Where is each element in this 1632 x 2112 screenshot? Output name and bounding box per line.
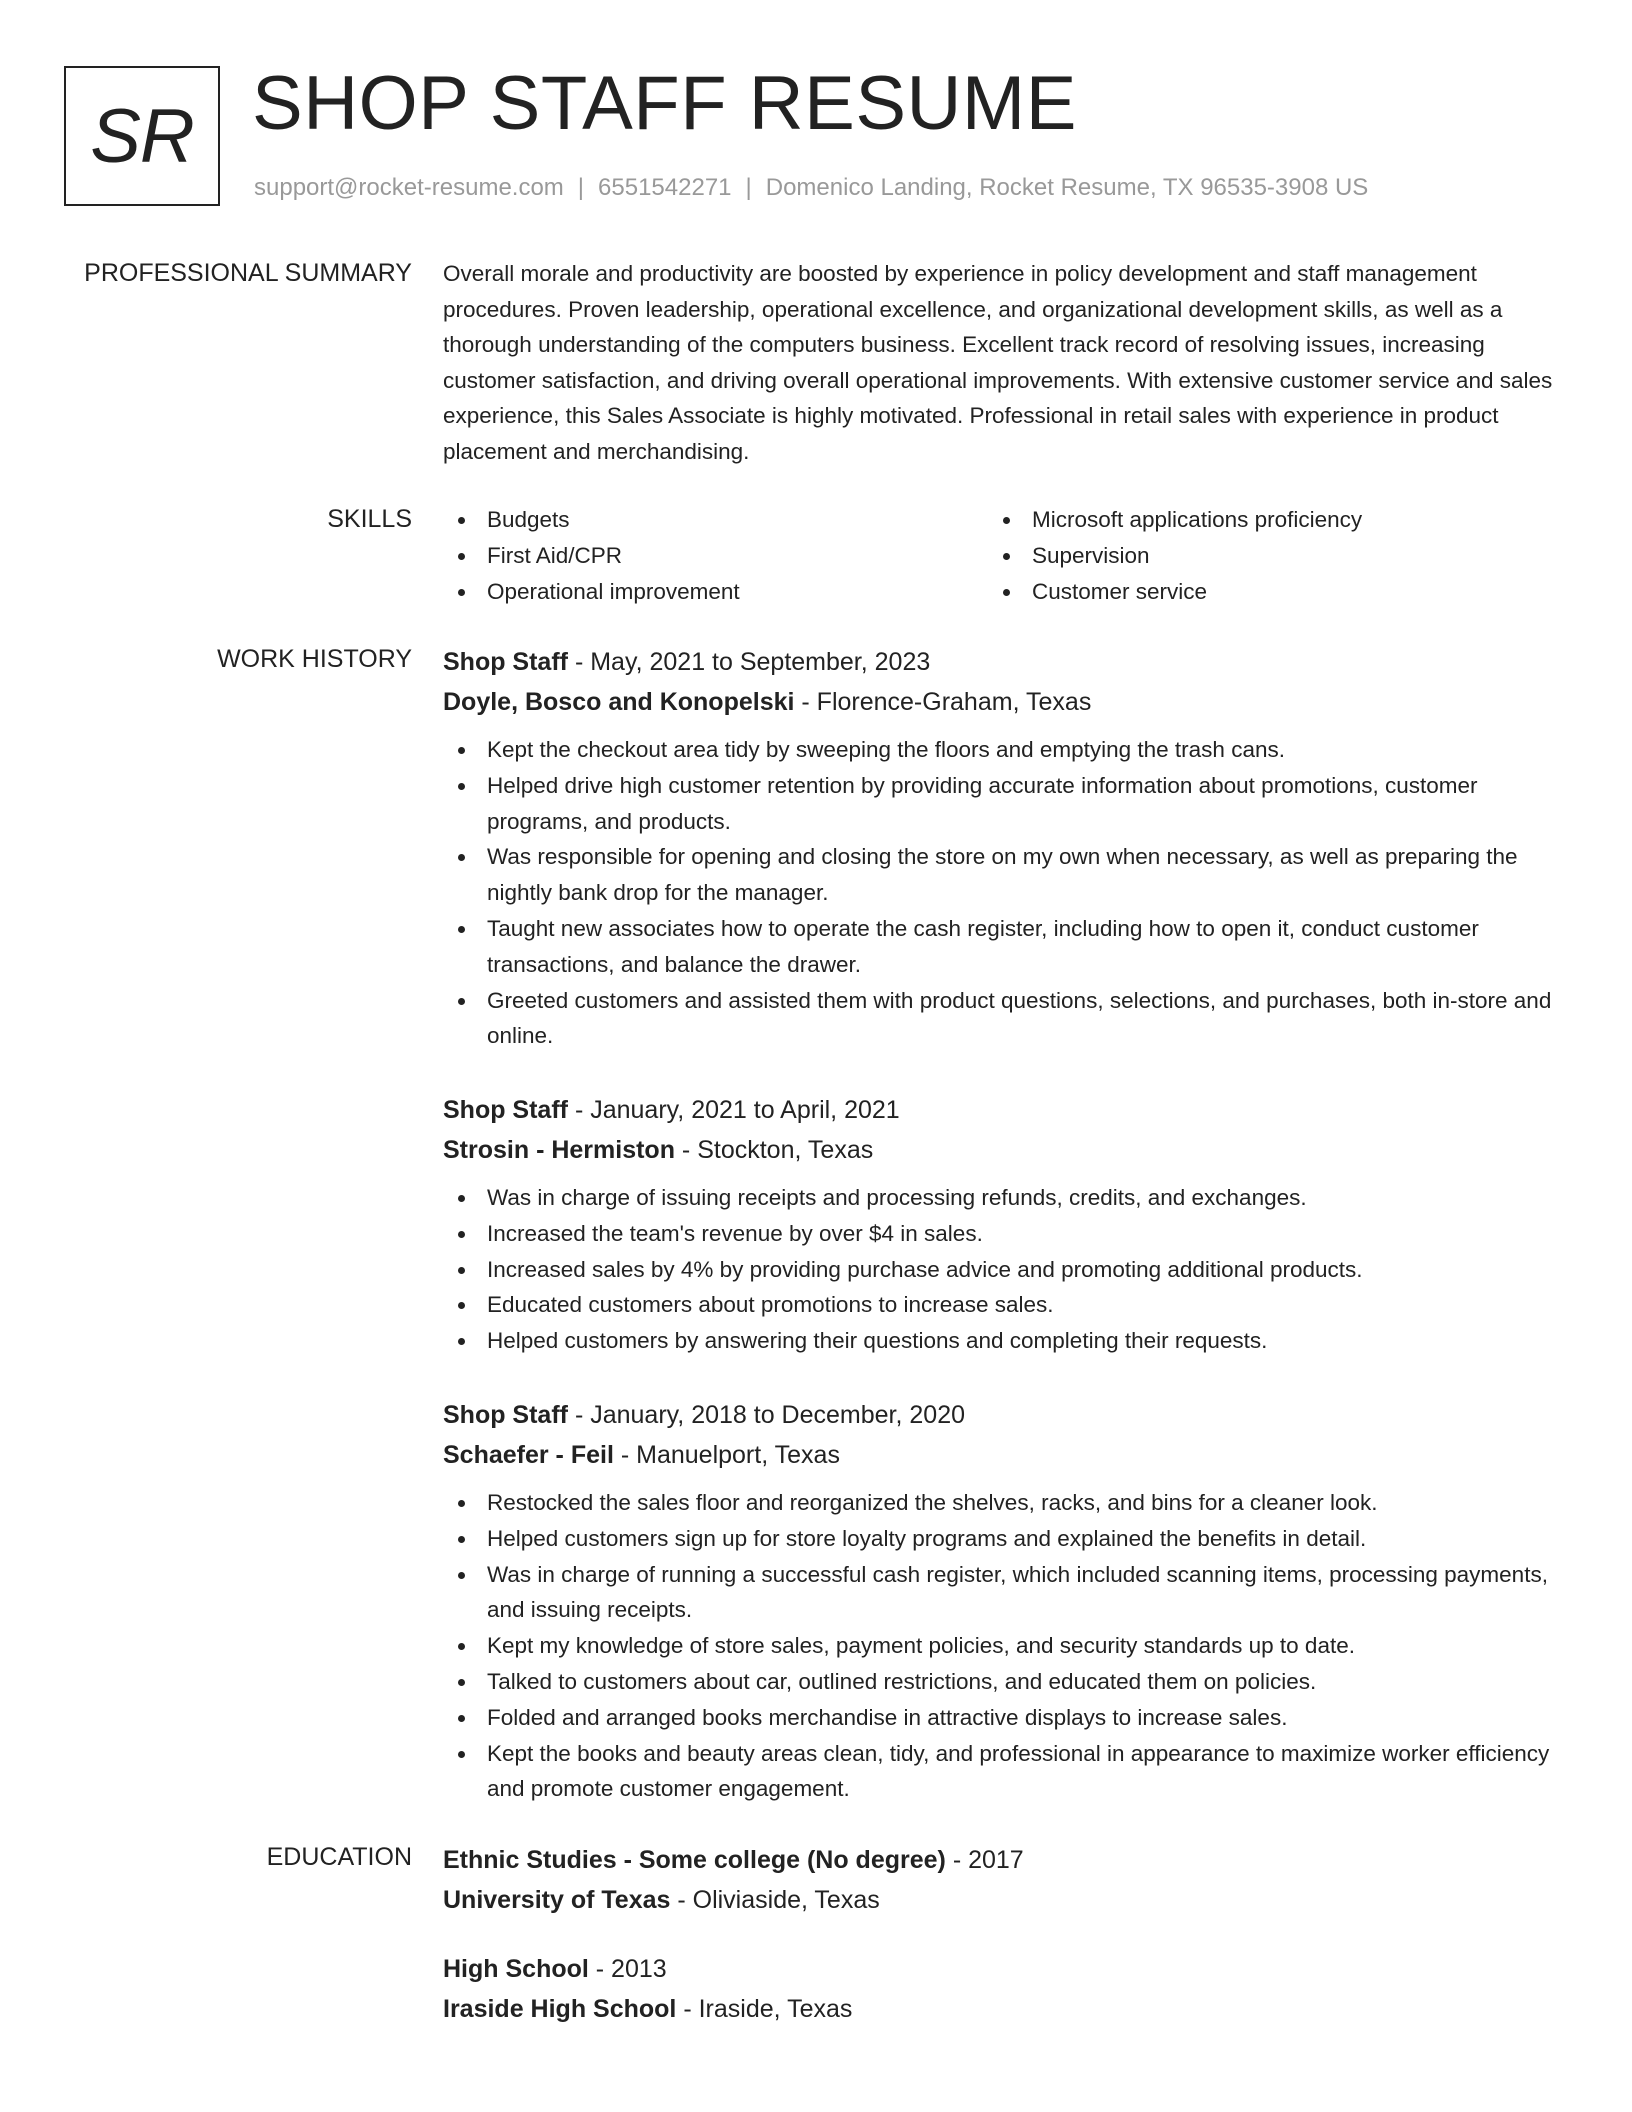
degree: High School — [443, 1955, 589, 1983]
job-entry — [443, 1090, 1553, 1359]
school-line — [443, 1880, 1553, 1920]
skill-item: Supervision — [988, 538, 1533, 574]
job-bullet: Educated customers about promotions to increase sales. — [443, 1287, 1553, 1323]
job-dates: - January, 2018 to December, 2020 — [568, 1401, 965, 1429]
degree-line — [443, 1949, 1553, 1989]
job-bullets — [443, 1485, 1553, 1807]
job-bullet: Was responsible for opening and closing the store on my own when necessary, as well as preparing the nightly bank drop for the manager. — [443, 839, 1553, 911]
education-entry — [443, 1840, 1553, 1920]
job-company: Strosin - Hermiston — [443, 1136, 675, 1164]
skill-item: Customer service — [988, 574, 1533, 610]
job-company: Doyle, Bosco and Konopelski — [443, 688, 795, 716]
resume-title: SHOP STAFF RESUME — [252, 61, 1077, 146]
contact-separator: | — [577, 174, 585, 201]
contact-phone: 6551542271 — [598, 174, 732, 201]
job-bullet: Taught new associates how to operate the cash register, including how to open it, conduct customer transactions, and balance the drawer. — [443, 911, 1553, 983]
contact-separator: | — [745, 174, 752, 201]
job-bullet: Kept the checkout area tidy by sweeping the floors and emptying the trash cans. — [443, 732, 1553, 768]
job-bullet: Helped customers by answering their questions and completing their requests. — [443, 1323, 1553, 1359]
school-line — [443, 1989, 1553, 2029]
school: University of Texas — [443, 1886, 671, 1914]
job-company-line — [443, 1130, 1553, 1170]
job-location: - Stockton, Texas — [674, 1136, 874, 1164]
school: Iraside High School — [443, 1995, 677, 2023]
section-label-education: EDUCATION — [266, 1843, 412, 1871]
job-bullet: Helped customers sign up for store loyalty programs and explained the benefits in detail. — [443, 1521, 1553, 1557]
monogram-logo — [64, 66, 220, 206]
job-bullet: Kept the books and beauty areas clean, tidy, and professional in appearance to maximize worker efficiency and promote customer engagement. — [443, 1736, 1553, 1808]
skill-item: Budgets — [443, 502, 988, 538]
job-title-line — [443, 642, 1553, 682]
degree-line — [443, 1840, 1553, 1880]
job-title: Shop Staff — [443, 648, 568, 676]
job-company: Schaefer - Feil — [443, 1441, 614, 1469]
job-bullet: Increased the team's revenue by over $4 in sales. — [443, 1216, 1553, 1252]
school-location: - Oliviaside, Texas — [670, 1886, 880, 1914]
contact-address: Domenico Landing, Rocket Resume, TX 96535-3908 US — [765, 174, 1369, 201]
skill-item: Microsoft applications proficiency — [988, 502, 1533, 538]
job-dates: - May, 2021 to September, 2023 — [568, 648, 931, 676]
job-title-line — [443, 1090, 1553, 1130]
job-entry — [443, 642, 1553, 1054]
job-location: - Manuelport, Texas — [613, 1441, 840, 1469]
job-bullet: Restocked the sales floor and reorganized the shelves, racks, and bins for a cleaner look. — [443, 1485, 1553, 1521]
job-bullet: Talked to customers about car, outlined restrictions, and educated them on policies. — [443, 1664, 1553, 1700]
contact-email: support@rocket-resume.com — [254, 174, 564, 201]
job-title-line — [443, 1395, 1553, 1435]
job-bullet: Kept my knowledge of store sales, payment policies, and security standards up to date. — [443, 1628, 1553, 1664]
job-entry — [443, 1395, 1553, 1807]
job-company-line — [443, 682, 1553, 722]
job-bullet: Increased sales by 4% by providing purchase advice and promoting additional products. — [443, 1252, 1553, 1288]
job-location: - Florence-Graham, Texas — [794, 688, 1092, 716]
school-location: - Iraside, Texas — [676, 1995, 853, 2023]
degree: Ethnic Studies - Some college (No degree) — [443, 1846, 946, 1874]
summary-text: Overall morale and productivity are boosted by experience in policy development and staff management procedures. Proven leadership, operational excellence, and organizational development skills, as well as a thorough understanding of the computers business. Excellent track record of resolving issues, increasing customer satisfaction, and driving overall operational improvements. With extensive customer service and sales experience, this Sales Associate is highly motivated. Professional in retail sales with experience in product placement and merchandising. — [443, 261, 1553, 464]
degree-year: - 2017 — [945, 1846, 1024, 1874]
skills-list — [443, 502, 1553, 610]
job-title: Shop Staff — [443, 1401, 568, 1429]
job-title: Shop Staff — [443, 1096, 568, 1124]
job-dates: - January, 2021 to April, 2021 — [568, 1096, 900, 1124]
job-bullets — [443, 1180, 1553, 1359]
skill-item: Operational improvement — [443, 574, 988, 610]
degree-year: - 2013 — [588, 1955, 667, 1983]
job-bullets — [443, 732, 1553, 1054]
section-label-skills: SKILLS — [327, 505, 412, 533]
education-entry — [443, 1949, 1553, 2029]
section-label-summary: PROFESSIONAL SUMMARY — [84, 259, 412, 287]
job-bullet: Helped drive high customer retention by providing accurate information about promotions, customer programs, and products. — [443, 768, 1553, 840]
job-bullet: Greeted customers and assisted them with product questions, selections, and purchases, both in-store and online. — [443, 983, 1553, 1055]
contact-line — [254, 174, 1368, 202]
job-bullet: Was in charge of running a successful cash register, which included scanning items, processing payments, and issuing receipts. — [443, 1557, 1553, 1629]
job-bullet: Folded and arranged books merchandise in attractive displays to increase sales. — [443, 1700, 1553, 1736]
job-bullet: Was in charge of issuing receipts and processing refunds, credits, and exchanges. — [443, 1180, 1553, 1216]
skill-item: First Aid/CPR — [443, 538, 988, 574]
monogram-initials: SR — [90, 93, 194, 179]
section-label-work: WORK HISTORY — [217, 645, 412, 673]
job-company-line — [443, 1435, 1553, 1475]
